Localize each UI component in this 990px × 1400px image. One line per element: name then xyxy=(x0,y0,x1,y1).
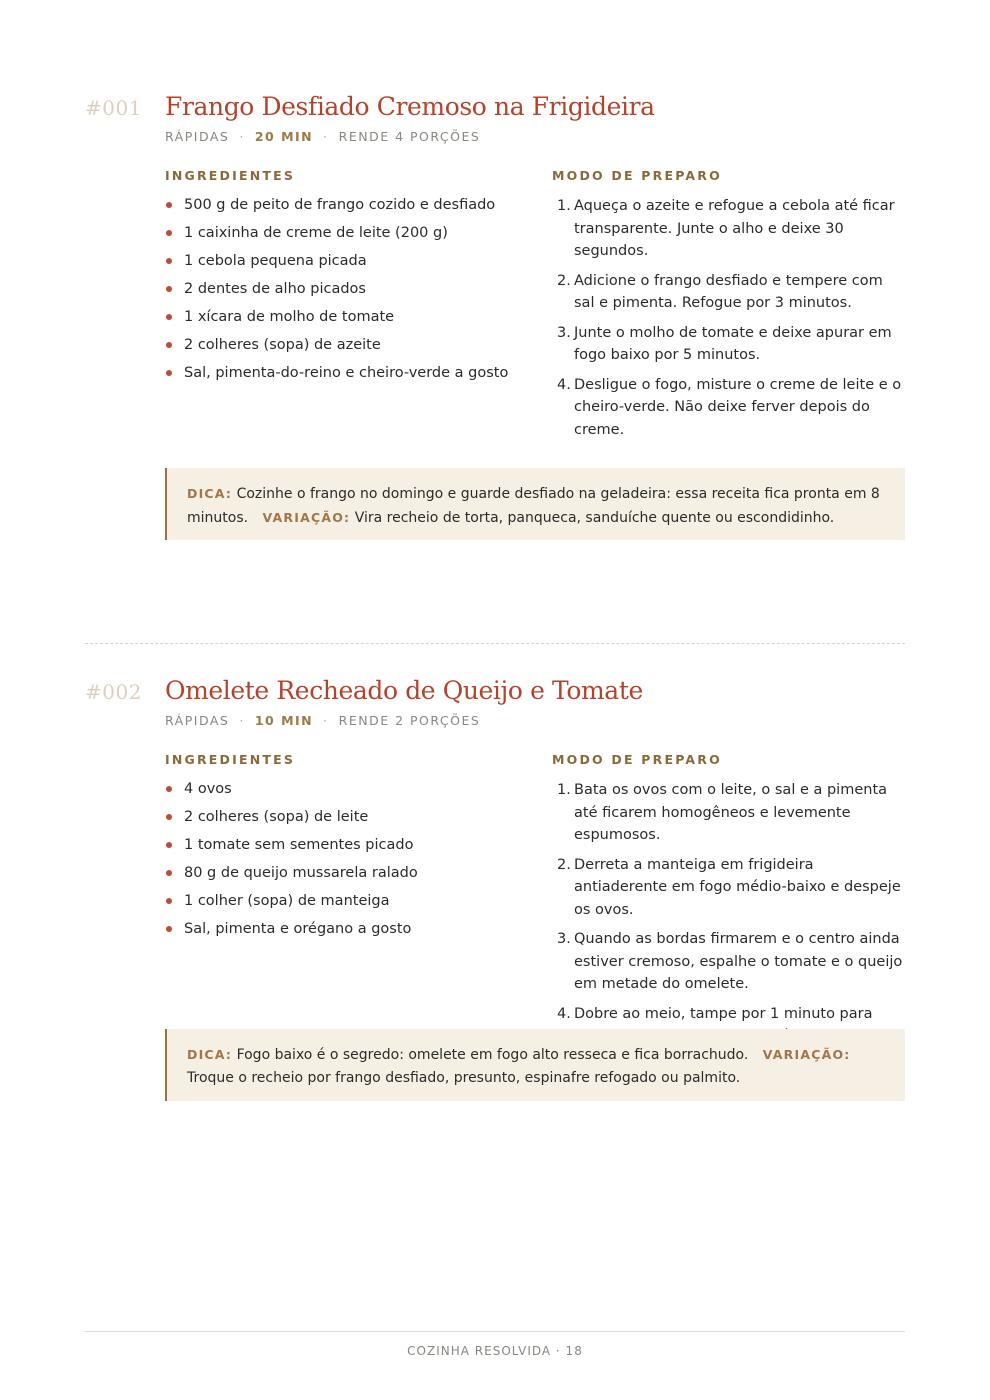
variation-text: Troque o recheio por frango desfiado, presunto, espinafre refogado ou palmito. xyxy=(187,1070,741,1086)
tip-label: DICA: xyxy=(187,486,233,501)
ingredient-text: Sal, pimenta e orégano a gosto xyxy=(184,921,412,937)
ingredient-item xyxy=(165,307,552,327)
ingredients-heading: INGREDIENTES xyxy=(165,168,296,183)
tip-text: Fogo baixo é o segredo: omelete em fogo alto resseca e fica borrachudo. xyxy=(236,1047,749,1063)
page-footer: COZINHA RESOLVIDA · 18 xyxy=(407,1344,583,1358)
recipe-time: 10 MIN xyxy=(254,713,314,728)
recipe-meta xyxy=(165,713,905,728)
ingredients-list xyxy=(165,779,552,939)
ingredient-item xyxy=(165,195,552,215)
meta-separator: · xyxy=(323,713,329,728)
ingredient-item xyxy=(165,251,552,271)
ingredient-text: 2 colheres (sopa) de leite xyxy=(184,809,369,825)
step-item xyxy=(552,374,905,442)
ingredient-item xyxy=(165,835,552,855)
bullet-icon xyxy=(166,370,172,376)
ingredient-item xyxy=(165,223,552,243)
tip-box xyxy=(165,1029,905,1101)
ingredient-text: 1 tomate sem sementes picado xyxy=(184,837,414,853)
bullet-icon xyxy=(166,926,172,932)
ingredient-text: 4 ovos xyxy=(184,781,232,797)
ingredient-item xyxy=(165,363,552,383)
recipe-title: Omelete Recheado de Queijo e Tomate xyxy=(165,676,643,705)
bullet-icon xyxy=(166,314,172,320)
ingredient-text: 500 g de peito de frango cozido e desfiado xyxy=(184,197,496,213)
step-item xyxy=(552,270,905,315)
step-text: Quando as bordas firmarem e o centro ainda estiver cremoso, espalhe o tomate e o queijo em metade do omelete. xyxy=(574,931,903,992)
preparation-section xyxy=(552,752,905,1055)
step-number: 1. xyxy=(557,782,571,798)
tip-box xyxy=(165,468,905,540)
recipe-yield: RENDE 4 PORÇÕES xyxy=(338,129,481,144)
bullet-icon xyxy=(166,202,172,208)
recipe-body xyxy=(165,168,905,448)
recipe-category: RÁPIDAS xyxy=(165,129,230,144)
bullet-icon xyxy=(166,342,172,348)
meta-separator: · xyxy=(323,129,329,144)
preparation-section xyxy=(552,168,905,448)
step-item xyxy=(552,779,905,847)
ingredient-text: 1 cebola pequena picada xyxy=(184,253,367,269)
step-text: Adicione o frango desfiado e tempere com sal e pimenta. Refogue por 3 minutos. xyxy=(574,272,883,311)
step-number: 4. xyxy=(557,1005,571,1022)
recipe-title: Frango Desfiado Cremoso na Frigideira xyxy=(165,92,655,121)
ingredient-item xyxy=(165,335,552,355)
bullet-icon xyxy=(166,870,172,876)
recipe-category: RÁPIDAS xyxy=(165,713,230,728)
ingredient-item xyxy=(165,891,552,911)
ingredient-item xyxy=(165,919,552,939)
bullet-icon xyxy=(166,842,172,848)
ingredient-item xyxy=(165,779,552,799)
recipe-number: #001 xyxy=(85,96,142,120)
step-text: Derreta a manteiga em frigideira antiaderente em fogo médio-baixo e despeje os ovos. xyxy=(574,856,901,918)
recipe-number: #002 xyxy=(85,680,142,704)
step-item xyxy=(552,854,905,922)
ingredients-heading: INGREDIENTES xyxy=(165,752,296,767)
bullet-icon xyxy=(166,286,172,292)
recipe-meta xyxy=(165,129,905,144)
preparation-heading: MODO DE PREPARO xyxy=(552,168,722,183)
bullet-icon xyxy=(166,230,172,236)
ingredient-text: 1 xícara de molho de tomate xyxy=(184,309,395,325)
ingredient-item xyxy=(165,279,552,299)
ingredient-item xyxy=(165,807,552,827)
step-text: Junte o molho de tomate e deixe apurar em fogo baixo por 5 minutos. xyxy=(574,324,892,363)
bullet-icon xyxy=(166,258,172,264)
ingredient-text: Sal, pimenta-do-reino e cheiro-verde a gosto xyxy=(184,365,509,381)
ingredient-text: 2 dentes de alho picados xyxy=(184,281,366,297)
meta-separator: · xyxy=(239,129,245,144)
step-text: Dobre ao meio, tampe por 1 minuto para xyxy=(574,1005,873,1022)
step-number: 2. xyxy=(557,856,571,873)
step-number: 2. xyxy=(557,272,571,289)
tip-label: DICA: xyxy=(187,1047,233,1062)
ingredients-list xyxy=(165,195,552,383)
recipe-header xyxy=(85,676,905,705)
ingredients-section xyxy=(165,752,552,1055)
ingredients-section xyxy=(165,168,552,448)
step-number: 1. xyxy=(557,198,571,214)
preparation-heading: MODO DE PREPARO xyxy=(552,752,722,767)
recipe-card xyxy=(85,92,905,526)
tip-text: Cozinhe o frango no domingo e guarde desfiado na geladeira: essa receita fica pronta em 8 minutos. xyxy=(187,486,880,526)
bullet-icon xyxy=(166,814,172,820)
ingredient-text: 1 caixinha de creme de leite (200 g) xyxy=(184,225,448,241)
recipe-yield: RENDE 2 PORÇÕES xyxy=(338,713,481,728)
step-item xyxy=(552,928,905,996)
steps-list xyxy=(552,195,905,441)
variation-label: VARIAÇÃO: xyxy=(262,510,351,525)
meta-separator: · xyxy=(239,713,245,728)
recipe-header xyxy=(85,92,905,121)
recipe-time: 20 MIN xyxy=(254,129,314,144)
step-text: Desligue o fogo, misture o creme de leite e o cheiro-verde. Não deixe ferver depois do creme. xyxy=(574,376,902,438)
step-item xyxy=(552,322,905,367)
recipe-card xyxy=(85,676,905,1086)
ingredient-item xyxy=(165,863,552,883)
footer-divider xyxy=(85,1331,905,1332)
recipe-divider xyxy=(85,643,905,644)
step-number: 4. xyxy=(557,376,571,393)
step-text: Aqueça o azeite e refogue a cebola até ficar transparente. Junte o alho e deixe 30 segundos. xyxy=(574,198,895,259)
steps-list xyxy=(552,779,905,1048)
ingredient-text: 80 g de queijo mussarela ralado xyxy=(184,865,418,881)
variation-text: Vira recheio de torta, panqueca, sanduíche quente ou escondidinho. xyxy=(354,510,835,526)
step-text: Bata os ovos com o leite, o sal e a pimenta até ficarem homogêneos e levemente espumosos. xyxy=(574,782,888,843)
step-item xyxy=(552,195,905,263)
ingredient-text: 2 colheres (sopa) de azeite xyxy=(184,337,381,353)
ingredient-text: 1 colher (sopa) de manteiga xyxy=(184,893,390,909)
step-number: 3. xyxy=(557,931,571,947)
variation-label: VARIAÇÃO: xyxy=(762,1047,851,1062)
step-number: 3. xyxy=(557,324,571,341)
recipe-body xyxy=(165,752,905,1055)
bullet-icon xyxy=(166,898,172,904)
bullet-icon xyxy=(166,786,172,792)
